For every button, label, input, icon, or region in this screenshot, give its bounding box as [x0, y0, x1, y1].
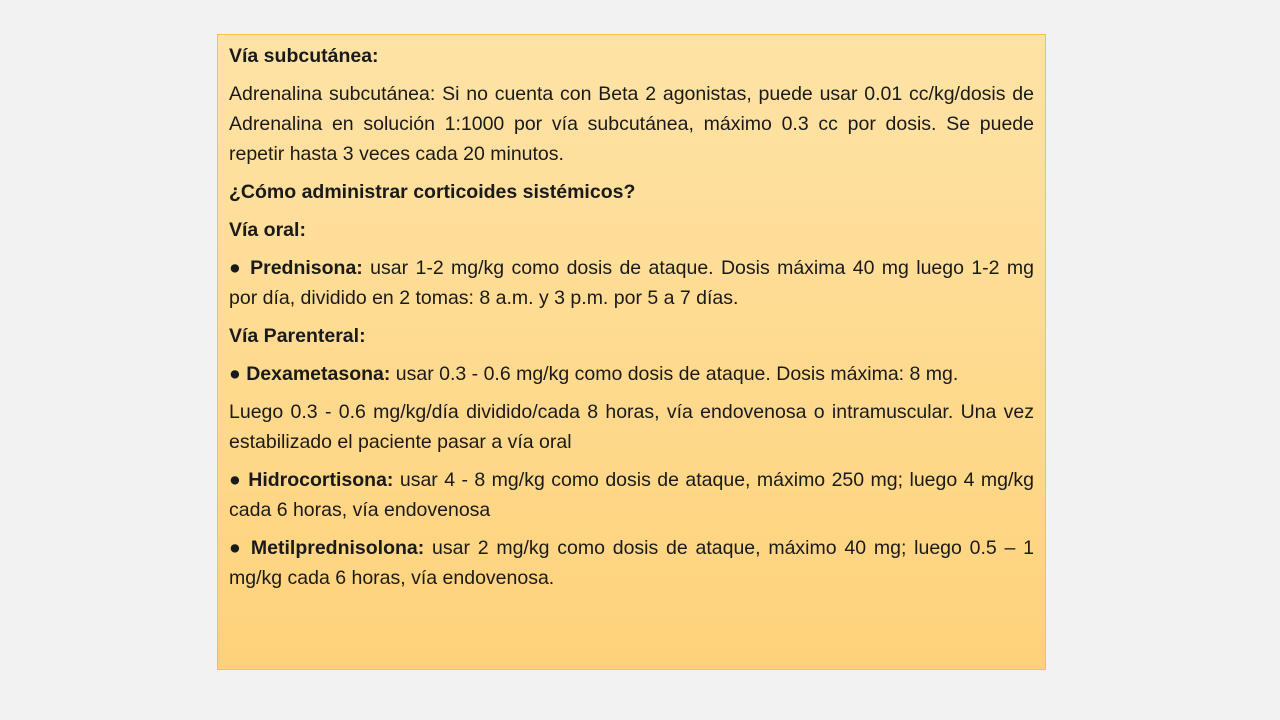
heading-via-parenteral: Vía Parenteral: [229, 325, 366, 347]
bullet-hidrocortisona: ● [229, 469, 249, 491]
drug-name-hidrocortisona: Hidrocortisona: [248, 469, 394, 491]
heading-via-subcutanea: Vía subcutánea: [229, 45, 379, 67]
item-prednisona [229, 253, 1034, 313]
drug-name-prednisona: Prednisona: [250, 257, 363, 279]
paragraph-adrenalina: Adrenalina subcutánea: Si no cuenta con Beta 2 agonistas, puede usar 0.01 cc/kg/dosis de Adrenalina en solución 1:1000 por vía subcutánea, máximo 0.3 cc por dosis. Se puede repetir hasta 3 veces cada 20 minutos. [229, 83, 1034, 165]
heading-via-oral: Vía oral: [229, 219, 306, 241]
content-box [217, 34, 1046, 670]
drug-text-hidrocortisona: usar 4 - 8 mg/kg como dosis de ataque, máximo 250 mg; luego 4 mg/kg cada 6 horas, vía endovenosa [229, 469, 1035, 521]
bullet-dexametasona: ● [229, 363, 247, 385]
drug-text-metilprednisolona: usar 2 mg/kg como dosis de ataque, máximo 40 mg; luego 0.5 – 1 mg/kg cada 6 horas, vía endovenosa. [229, 537, 1034, 589]
paragraph-dexametasona-luego: Luego 0.3 - 0.6 mg/kg/día dividido/cada 8 horas, vía endovenosa o intramuscular. Una vez estabilizado el paciente pasar a vía oral [229, 401, 1034, 453]
item-metilprednisolona [229, 533, 1034, 593]
drug-text-prednisona: usar 1-2 mg/kg como dosis de ataque. Dosis máxima 40 mg luego 1-2 mg por día, dividido en 2 tomas: 8 a.m. y 3 p.m. por 5 a 7 días. [229, 257, 1034, 309]
heading-corticoides-question: ¿Cómo administrar corticoides sistémicos? [229, 181, 636, 203]
bullet-metilprednisolona: ● [229, 537, 251, 559]
item-hidrocortisona [229, 465, 1034, 525]
drug-name-metilprednisolona: Metilprednisolona: [250, 537, 425, 559]
drug-name-dexametasona: Dexametasona: [246, 363, 391, 385]
bullet-prednisona: ● [229, 257, 251, 279]
drug-text-dexametasona: usar 0.3 - 0.6 mg/kg como dosis de ataque. Dosis máxima: 8 mg. [390, 363, 959, 385]
item-dexametasona [229, 359, 1034, 389]
